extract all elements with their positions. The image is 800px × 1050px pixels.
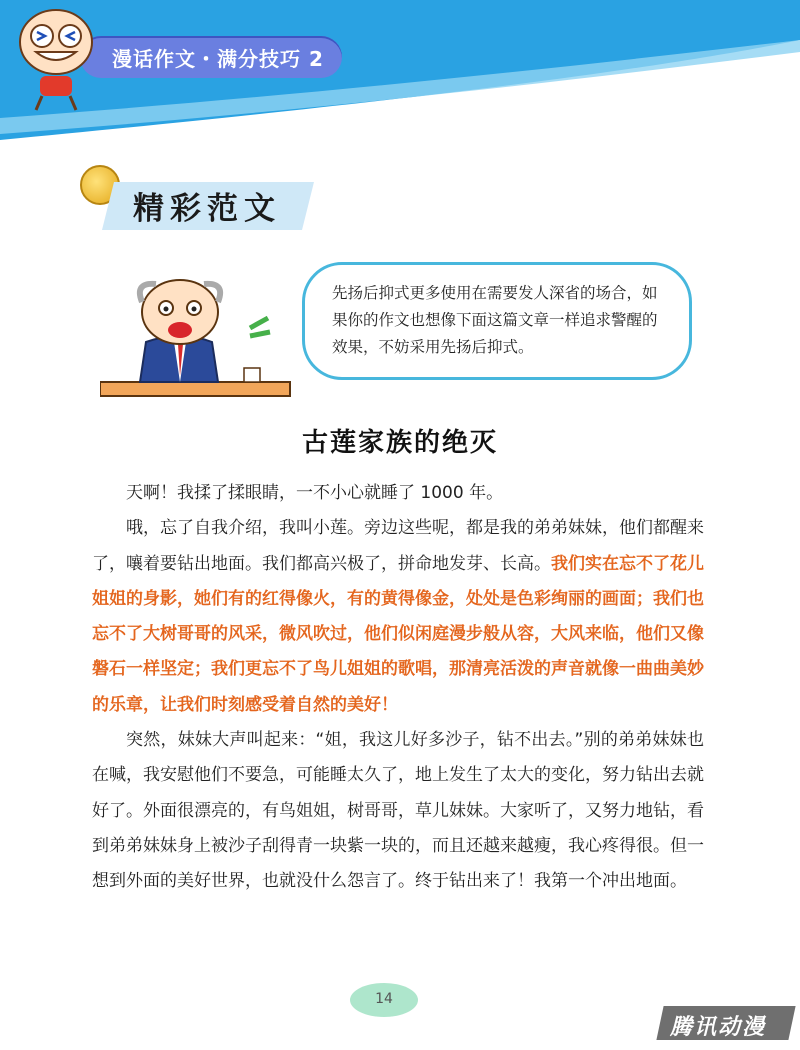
paragraph-2	[92, 511, 704, 723]
teacher-illustration	[100, 272, 292, 402]
article-title: 古莲家族的绝灭	[301, 428, 498, 458]
mascot-illustration	[6, 2, 106, 112]
page-number: 14	[375, 991, 393, 1007]
paragraph-2-highlight: 我们实在忘不了花儿姐姐的身影，她们有的红得像火，有的黄得像金，处处是色彩绚丽的画面；我们也忘不了大树哥哥的风采，微风吹过，他们似闲庭漫步般从容，大风来临，他们又像磐石一样坚定；我们更忘不了鸟儿姐姐的歌唱，那清亮活泼的声音就像一曲曲美妙的乐章，让我们时刻感受着自然的美好！	[92, 553, 704, 715]
paragraph-3: 突然，妹妹大声叫起来：“姐，我这儿好多沙子，钻不出去。”别的弟弟妹妹也在喊，我安慰他们不要急，可能睡太久了，地上发生了太大的变化，努力钻出去就好了。外面很漂亮的，有鸟姐姐，树哥哥，草儿妹妹。大家听了，又努力地钻，看到弟弟妹妹身上被沙子刮得青一块紫一块的，而且还越来越瘦，我心疼得很。但一想到外面的美好世界，也就没什么怨言了。终于钻出来了！我第一个冲出地面。	[92, 730, 704, 892]
paragraph-2-plain: 哦，忘了自我介绍，我叫小莲。旁边这些呢，都是我的弟弟妹妹，他们都醒来了，嚷着要钻出地面。我们都高兴极了，拼命地发芽、长高。	[92, 518, 704, 574]
speech-bubble-text: 先扬后抑式更多使用在需要发人深省的场合，如果你的作文也想像下面这篇文章一样追求警醒的效果，不妨采用先扬后抑式。	[332, 284, 658, 356]
paragraph-1: 天啊！我揉了揉眼睛，一不小心就睡了 1000 年。	[126, 483, 504, 503]
section-title: 精彩范文	[133, 191, 281, 227]
article-body	[92, 476, 704, 900]
series-title: 漫话作文・满分技巧 2	[112, 47, 324, 71]
watermark-text: 腾讯动漫	[670, 1015, 767, 1040]
